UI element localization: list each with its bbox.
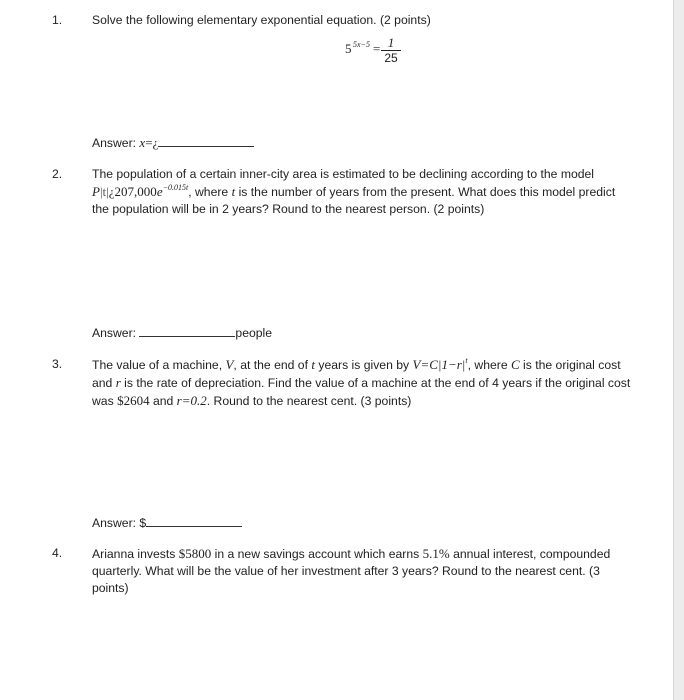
question-4 xyxy=(0,545,670,605)
equation-exponent: 5x−5 xyxy=(353,40,370,49)
question-text xyxy=(92,545,652,597)
question-text xyxy=(92,166,652,218)
question-fragment: annual interest, compounded xyxy=(449,547,611,561)
answer-blank[interactable] xyxy=(146,515,242,527)
answer-3 xyxy=(92,515,242,530)
question-text xyxy=(92,356,652,410)
answer-equals: =¿ xyxy=(145,135,159,150)
question-fragment: , where xyxy=(467,358,511,372)
question-line xyxy=(92,392,652,410)
model-exponent: −0.015t xyxy=(162,183,189,192)
answer-label: Answer: xyxy=(92,326,140,340)
answer-2 xyxy=(92,325,272,340)
var-t: t xyxy=(311,357,315,372)
question-fragment: years is given by xyxy=(314,358,413,372)
question-fragment: , at the end of xyxy=(233,358,312,372)
question-line: The population of a certain inner-city area is estimated to be declining according to the model xyxy=(92,167,595,181)
var-t: t xyxy=(231,184,236,199)
fraction-numerator: 1 xyxy=(381,36,401,51)
question-line: points) xyxy=(92,581,129,595)
question-line xyxy=(92,183,652,201)
question-line xyxy=(92,374,652,392)
question-2 xyxy=(0,166,670,226)
question-fragment: is the rate of depreciation. Find the value of a machine at the end of 4 years if the original cost xyxy=(120,376,631,390)
question-number: 4. xyxy=(52,546,63,560)
question-number: 1. xyxy=(52,13,63,27)
depreciation-formula: V=C|1−r| xyxy=(412,357,466,372)
depreciation-rate: r=0.2 xyxy=(176,393,207,408)
question-fragment: and xyxy=(149,394,177,408)
answer-1 xyxy=(92,135,254,151)
question-line: the population will be in 2 years? Round to the nearest person. (2 points) xyxy=(92,202,485,216)
question-line xyxy=(92,545,652,563)
equation-fraction xyxy=(381,36,401,66)
var-v: V xyxy=(225,357,234,372)
question-fragment: in a new savings account which earns xyxy=(211,547,423,561)
question-number: 2. xyxy=(52,167,63,181)
equation-base: 5 xyxy=(345,41,352,56)
question-fragment: was xyxy=(92,394,118,408)
answer-label: Answer: xyxy=(92,136,140,150)
model-mid: ¿207,000 xyxy=(108,184,157,199)
model-e: e xyxy=(156,184,163,199)
question-number: 3. xyxy=(52,357,63,371)
question-fragment: , where xyxy=(188,185,232,199)
formula-exponent: t xyxy=(465,356,468,365)
model-lhs: P xyxy=(92,184,100,199)
investment-amount: $5800 xyxy=(178,546,212,561)
question-fragment: is the number of years from the present. What does this model predict xyxy=(235,185,616,199)
question-fragment: . Round to the nearest cent. (3 points) xyxy=(206,394,412,408)
question-line xyxy=(92,356,652,374)
question-fragment: Arianna invests xyxy=(92,547,179,561)
fraction-denominator: 25 xyxy=(384,51,398,65)
question-line: quarterly. What will be the value of her investment after 3 years? Round to the nearest cent. (3 xyxy=(92,564,600,578)
answer-blank[interactable] xyxy=(139,325,235,337)
answer-variable: x xyxy=(139,135,146,150)
question-fragment: is the original cost xyxy=(519,358,621,372)
answer-blank[interactable] xyxy=(158,135,254,147)
var-c: C xyxy=(510,357,520,372)
answer-label: Answer: $ xyxy=(92,516,147,530)
page-edge xyxy=(673,0,684,700)
question-3 xyxy=(0,356,670,416)
answer-unit: people xyxy=(235,326,273,340)
question-fragment: and xyxy=(92,376,116,390)
var-r: r xyxy=(115,375,121,390)
equation-equals: = xyxy=(373,41,381,56)
question-fragment: The value of a machine, xyxy=(92,358,226,372)
question-text: Solve the following elementary exponential equation. (2 points) xyxy=(92,13,431,27)
original-cost: $2604 xyxy=(117,393,150,408)
model-paren: |t| xyxy=(99,184,109,199)
interest-rate: 5.1% xyxy=(422,546,450,561)
